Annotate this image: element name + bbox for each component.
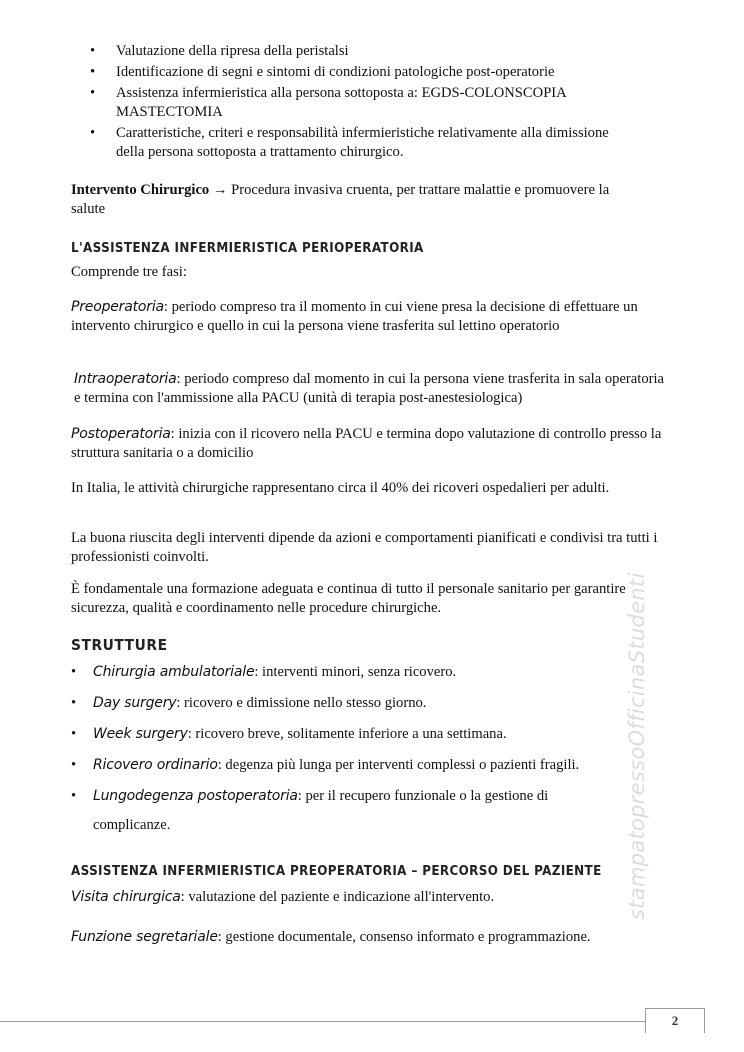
list-item — [71, 782, 613, 840]
struttura-term: Chirurgia ambulatoriale — [93, 664, 255, 680]
paragraph-formazione: È fondamentale una formazione adeguata e continua di tutto il personale sanitario per garantire sicurezza, qualità e coordinamento nelle procedure chirurgiche. — [71, 581, 626, 616]
preop-text: : gestione documentale, consenso informato e programmazione. — [217, 929, 591, 945]
struttura-term: Lungodegenza postoperatoria — [93, 788, 298, 804]
paragraph-italia: In Italia, le attività chirurgiche rappresentano circa il 40% dei ricoveri ospedalieri per adulti. — [71, 480, 610, 496]
phase-intraoperatoria — [74, 370, 674, 408]
struttura-term: Day surgery — [93, 695, 177, 711]
footer-rule — [0, 1021, 648, 1022]
bullet-icon: • — [90, 43, 96, 59]
preop-term: Funzione segretariale — [71, 929, 218, 945]
list-item — [71, 694, 713, 713]
bullet-icon: • — [71, 695, 77, 711]
phase-term: Intraoperatoria — [74, 371, 177, 387]
struttura-text: : per il recupero funzionale o la gestione di complicanze. — [93, 788, 549, 833]
bullet-icon: • — [90, 125, 96, 141]
intervento-definition — [71, 181, 621, 219]
section-heading-strutture: STRUTTURE — [71, 636, 168, 654]
page-number-box — [645, 1008, 705, 1033]
struttura-term: Ricovero ordinario — [93, 757, 218, 773]
list-item: • Identificazione di segni e sintomi di condizioni patologiche post-operatorie — [90, 64, 555, 80]
list-item: • Caratteristiche, criteri e responsabilità infermieristiche relativamente alla dimissione della persona sottoposta a trattamento chirurgico. — [90, 125, 609, 160]
list-item: • Valutazione della ripresa della peristalsi — [90, 43, 349, 59]
page-number: 2 — [671, 1013, 679, 1028]
phase-postoperatoria — [71, 425, 674, 463]
arrow-icon: → — [212, 182, 228, 198]
intro-bullet-list — [71, 42, 671, 162]
phase-term: Preoperatoria — [71, 299, 164, 315]
phase-text: : inizia con il ricovero nella PACU e termina dopo valutazione di controllo presso la struttura sanitaria o a domicilio — [71, 426, 662, 461]
preop-text: : valutazione del paziente e indicazione all'intervento. — [180, 889, 495, 905]
section-heading-perioperatoria: L'ASSISTENZA INFERMIERISTICA PERIOPERATORIA — [71, 241, 424, 256]
preop-visita — [71, 888, 674, 907]
struttura-text: : interventi minori, senza ricovero. — [254, 664, 457, 680]
bullet-icon: • — [71, 757, 77, 773]
struttura-term: Week surgery — [93, 726, 188, 742]
section-heading-preoperatoria: ASSISTENZA INFERMIERISTICA PREOPERATORIA – PERCORSO DEL PAZIENTE — [71, 864, 602, 879]
phase-term: Postoperatoria — [71, 426, 171, 442]
preop-segretariale — [71, 928, 704, 947]
bullet-icon: • — [90, 85, 96, 101]
phase-text: : periodo compreso tra il momento in cui viene presa la decisione di effettuare un intervento chirurgico e quello in cui la persona viene trasferita sul lettino operatorio — [71, 299, 638, 334]
paragraph-riuscita: La buona riuscita degli interventi dipende da azioni e comportamenti pianificati e condivisi tra tutti i professionisti coinvolti. — [71, 530, 658, 565]
list-item — [71, 725, 713, 744]
bullet-icon: • — [90, 64, 96, 80]
phase-preoperatoria — [71, 298, 674, 336]
list-item — [71, 756, 713, 775]
struttura-text: : degenza più lunga per interventi complessi o pazienti fragili. — [217, 757, 580, 773]
perioperatoria-intro: Comprende tre fasi: — [71, 264, 187, 280]
bullet-icon: • — [71, 664, 77, 680]
bullet-icon: • — [71, 726, 77, 742]
list-item — [71, 663, 713, 682]
bullet-icon: • — [71, 788, 77, 804]
struttura-text: : ricovero breve, solitamente inferiore a una settimana. — [187, 726, 507, 742]
phase-text: : periodo compreso dal momento in cui la persona viene trasferita in sala operatoria e termina con l'ammissione alla PACU (unità di terapia post-anestesiologica) — [74, 371, 665, 406]
intervento-term: Intervento Chirurgico — [71, 182, 210, 198]
struttura-text: : ricovero e dimissione nello stesso giorno. — [176, 695, 427, 711]
watermark: stampatopressoOfficinaStudenti — [625, 572, 649, 920]
intervento-text: Procedura invasiva cruenta, per trattare malattie e promuovere la salute — [71, 182, 610, 217]
preop-term: Visita chirurgica — [71, 889, 181, 905]
list-item: • Assistenza infermieristica alla persona sottoposta a: EGDS-COLONSCOPIA MASTECTOMIA — [90, 85, 566, 120]
